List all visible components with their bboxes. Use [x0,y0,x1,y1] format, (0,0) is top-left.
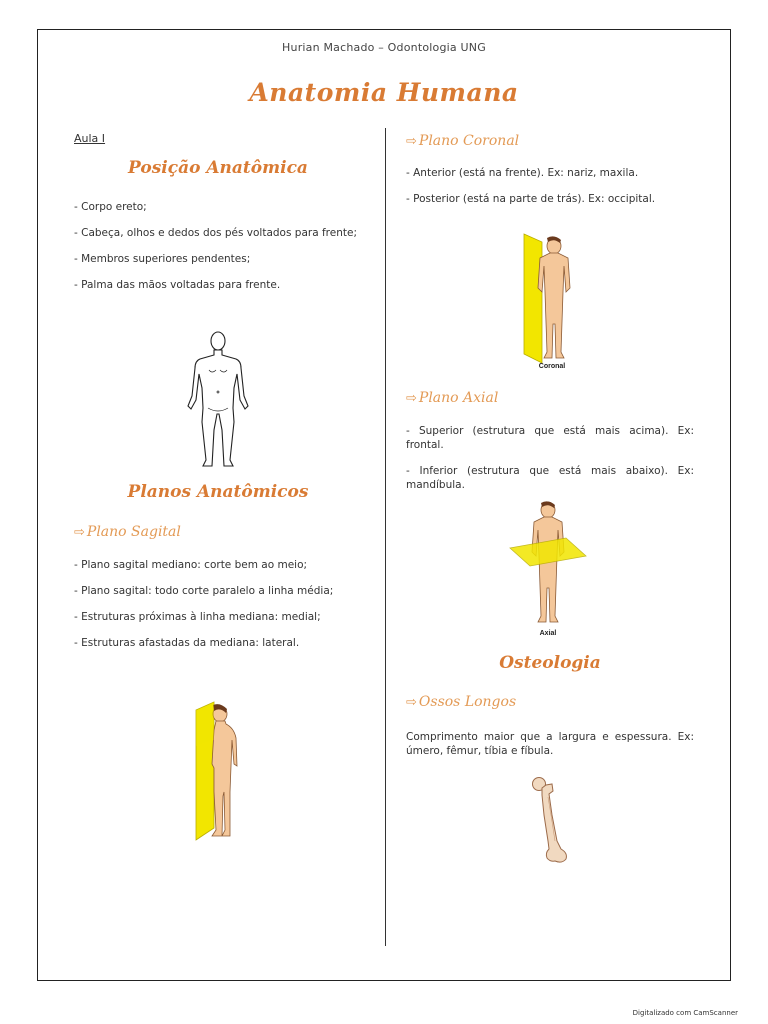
column-divider [385,128,386,946]
posicao-item: - Cabeça, olhos e dedos dos pés voltados para frente; [74,227,357,239]
arrow-right-icon: ⇨ [74,525,85,540]
plano-coronal-label: Plano Coronal [418,133,520,149]
subtitle-plano-coronal [406,133,519,149]
page-header: Hurian Machado – Odontologia UNG [282,41,486,54]
sagital-item: - Plano sagital mediano: corte bem ao meio; [74,559,308,571]
document-title: Anatomia Humana [249,78,519,107]
scanner-watermark: Digitalizado com CamScanner [632,1009,738,1017]
section-title-planos: Planos Anatômicos [127,482,309,502]
plano-axial-label: Plano Axial [418,390,499,406]
section-title-posicao: Posição Anatômica [128,158,308,178]
posicao-list [74,200,362,304]
posicao-item: - Corpo ereto; [74,201,147,213]
femur-bone-figure [530,775,576,867]
sagital-list [74,558,364,662]
ossos-longos-label: Ossos Longos [418,694,517,710]
posicao-item: - Palma das mãos voltadas para frente. [74,279,281,291]
section-title-osteologia: Osteologia [499,653,601,673]
lesson-label: Aula I [74,132,106,145]
coronal-plane-figure [514,228,584,373]
sagittal-plane-figure [190,700,250,845]
ossos-description: Comprimento maior que a largura e espessura. Ex: úmero, fêmur, tíbia e fíbula. [406,731,694,757]
ossos-text-block [406,730,694,770]
coronal-list [406,166,694,218]
axial-list [406,424,694,504]
posicao-item: - Membros superiores pendentes; [74,253,251,265]
axial-plane-figure [508,498,588,640]
sagital-item: - Estruturas afastadas da mediana: lateral. [74,637,300,649]
subtitle-plano-sagital [74,524,181,540]
subtitle-plano-axial [406,390,498,406]
arrow-right-icon: ⇨ [406,695,417,710]
coronal-item: - Posterior (está na parte de trás). Ex: occipital. [406,193,656,205]
axial-item: - Inferior (estrutura que está mais abaixo). Ex: mandíbula. [406,465,694,491]
axial-item: - Superior (estrutura que está mais acima). Ex: frontal. [406,425,694,451]
anatomical-position-figure [178,330,258,470]
arrow-right-icon: ⇨ [406,391,417,406]
coronal-caption: Coronal [538,363,566,370]
plano-sagital-label: Plano Sagital [86,524,181,540]
arrow-right-icon: ⇨ [406,134,417,149]
sagital-item: - Estruturas próximas à linha mediana: medial; [74,611,321,623]
coronal-item: - Anterior (está na frente). Ex: nariz, maxila. [406,167,639,179]
sagital-item: - Plano sagital: todo corte paralelo a linha média; [74,585,334,597]
axial-caption: Axial [539,630,557,637]
subtitle-ossos-longos [406,694,516,710]
